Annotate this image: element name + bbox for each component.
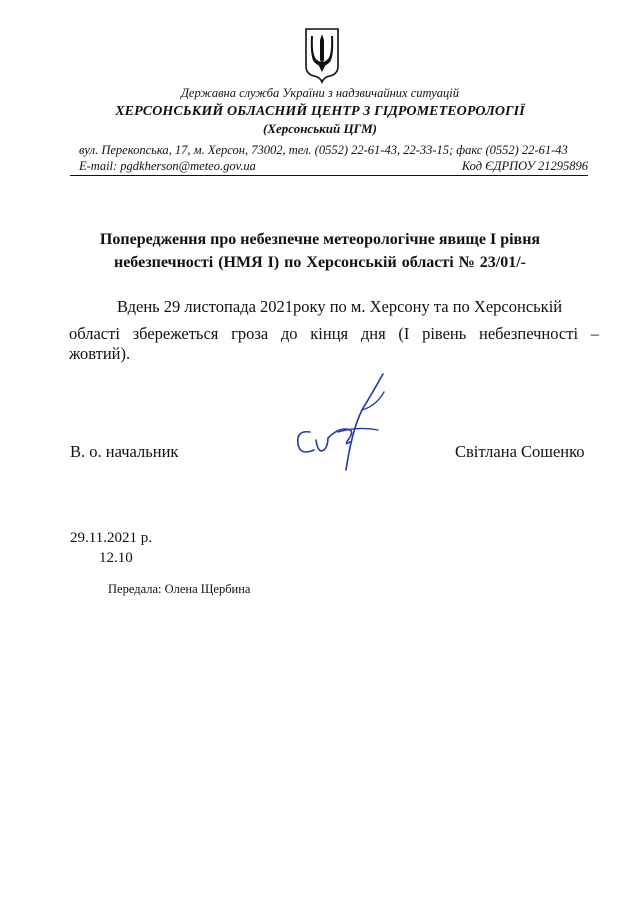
warning-title-line-1: Попередження про небезпечне метеорологічне явище І рівня [99,231,541,248]
contact-address: вул. Перекопська, 17, м. Херсон, 73002, тел. (0552) 22-61-43, 22-33-15; факс (0552) 22-61-43 [79,143,568,157]
issue-date: 29.11.2021 р. [70,530,152,546]
signatory-name: Світлана Сошенко [455,442,585,461]
edrpou-code: Код ЄДРПОУ 21295896 [461,159,588,173]
handwritten-signature-icon [288,370,398,480]
warning-body-line-3: жовтий). [69,344,131,363]
center-short-name: (Херсонський ЦГМ) [263,121,377,136]
issue-time: 12.10 [99,550,133,566]
warning-title-line-2: небезпечності (НМЯ І) по Херсонській області № 23/01/- [113,254,526,271]
contact-email: E-mail: pgdkherson@meteo.gov.ua [79,159,256,173]
sender-line: Передала: Олена Щербина [108,582,251,596]
agency-name: Державна служба України з надзвичайних ситуацій [180,86,460,100]
trident-emblem-icon [302,26,342,84]
signatory-title: В. о. начальник [70,442,179,461]
warning-body-line-2: області збережеться гроза до кінця дня (І рівень небезпечності – [69,324,599,343]
center-name: ХЕРСОНСЬКИЙ ОБЛАСНИЙ ЦЕНТР З ГІДРОМЕТЕОРОЛОГІЇ [115,104,525,119]
warning-body-line-1: Вдень 29 листопада 2021року по м. Херсону та по Херсонській [117,297,563,316]
header-divider [70,175,588,176]
